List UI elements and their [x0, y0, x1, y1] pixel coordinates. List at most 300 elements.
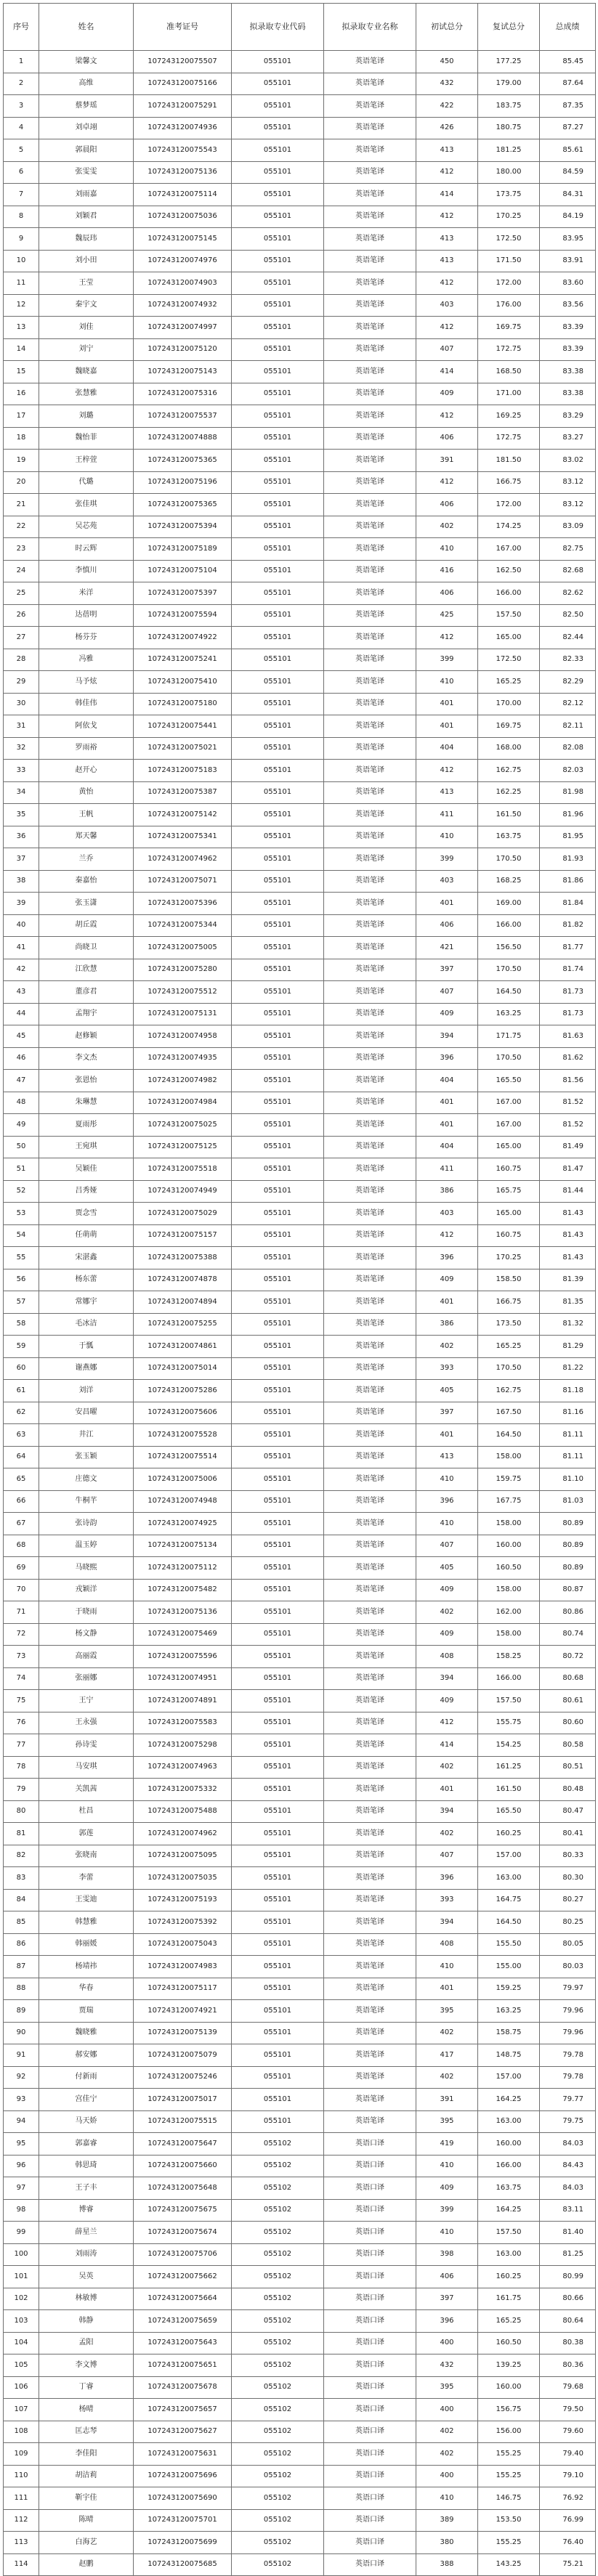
- cell-total-score: 84.03: [540, 2177, 596, 2200]
- cell-major-name: 英语口译: [324, 2288, 416, 2310]
- cell-name: 安昌曜: [39, 1402, 134, 1424]
- table-row: [4, 272, 596, 295]
- cell-total-score: 81.52: [540, 1114, 596, 1137]
- cell-major-code: 055101: [232, 1867, 324, 1890]
- cell-ticket: 107243120075690: [134, 2487, 232, 2510]
- cell-ticket: 107243120075071: [134, 870, 232, 893]
- cell-retest-score: 156.50: [478, 937, 540, 959]
- table-row: [4, 893, 596, 915]
- cell-name: 韩静: [39, 2310, 134, 2333]
- cell-name: 张玉潇: [39, 893, 134, 915]
- cell-seq: 56: [4, 1269, 39, 1291]
- cell-first-score: 410: [416, 2155, 478, 2177]
- cell-total-score: 76.92: [540, 2487, 596, 2510]
- cell-first-score: 400: [416, 2332, 478, 2354]
- cell-seq: 101: [4, 2266, 39, 2288]
- cell-major-code: 055101: [232, 383, 324, 405]
- cell-ticket: 107243120075685: [134, 2553, 232, 2576]
- cell-major-name: 英语笔译: [324, 1601, 416, 1624]
- table-row: [4, 671, 596, 694]
- cell-major-name: 英语口译: [324, 2332, 416, 2354]
- cell-retest-score: 167.75: [478, 1490, 540, 1513]
- cell-major-code: 055101: [232, 1667, 324, 1690]
- cell-ticket: 107243120075394: [134, 516, 232, 538]
- cell-first-score: 404: [416, 737, 478, 760]
- cell-major-name: 英语笔译: [324, 870, 416, 893]
- cell-retest-score: 168.50: [478, 361, 540, 383]
- cell-major-code: 055101: [232, 560, 324, 582]
- cell-ticket: 107243120075675: [134, 2199, 232, 2222]
- cell-name: 张佳琪: [39, 494, 134, 516]
- cell-retest-score: 165.00: [478, 1136, 540, 1158]
- cell-major-code: 055102: [232, 2222, 324, 2244]
- cell-name: 尚晓卫: [39, 937, 134, 959]
- cell-major-name: 英语口译: [324, 2465, 416, 2487]
- cell-retest-score: 180.75: [478, 117, 540, 139]
- cell-ticket: 107243120075157: [134, 1224, 232, 1247]
- cell-total-score: 81.52: [540, 1092, 596, 1114]
- cell-seq: 106: [4, 2376, 39, 2399]
- cell-ticket: 107243120075280: [134, 959, 232, 981]
- cell-name: 孟翔宇: [39, 1003, 134, 1025]
- cell-name: 庄德文: [39, 1468, 134, 1491]
- cell-first-score: 409: [416, 383, 478, 405]
- cell-major-name: 英语笔译: [324, 848, 416, 871]
- cell-total-score: 83.11: [540, 2199, 596, 2222]
- cell-major-code: 055101: [232, 1535, 324, 1557]
- cell-first-score: 393: [416, 1357, 478, 1380]
- cell-first-score: 394: [416, 1025, 478, 1048]
- cell-total-score: 81.77: [540, 937, 596, 959]
- cell-major-code: 055101: [232, 1845, 324, 1867]
- cell-major-code: 055101: [232, 338, 324, 361]
- cell-seq: 35: [4, 804, 39, 826]
- cell-seq: 40: [4, 914, 39, 937]
- cell-first-score: 396: [416, 1490, 478, 1513]
- cell-major-name: 英语笔译: [324, 1690, 416, 1712]
- table-row: [4, 2509, 596, 2532]
- cell-major-code: 055101: [232, 1889, 324, 1911]
- cell-major-name: 英语笔译: [324, 1003, 416, 1025]
- cell-name: 刘璐: [39, 405, 134, 428]
- cell-major-code: 055101: [232, 671, 324, 694]
- cell-first-score: 407: [416, 1845, 478, 1867]
- table-row: [4, 959, 596, 981]
- header-seq: 序号: [4, 4, 39, 51]
- table-row: [4, 2421, 596, 2443]
- cell-retest-score: 155.00: [478, 1956, 540, 1978]
- cell-first-score: 400: [416, 2399, 478, 2421]
- cell-ticket: 107243120075241: [134, 649, 232, 671]
- cell-major-name: 英语笔译: [324, 2044, 416, 2067]
- cell-ticket: 107243120075134: [134, 1535, 232, 1557]
- cell-ticket: 107243120074861: [134, 1336, 232, 1358]
- cell-name: 孙诗雯: [39, 1734, 134, 1757]
- cell-name: 林敏博: [39, 2288, 134, 2310]
- cell-major-name: 英语笔译: [324, 1646, 416, 1668]
- cell-major-name: 英语笔译: [324, 1845, 416, 1867]
- cell-total-score: 81.25: [540, 2243, 596, 2266]
- cell-ticket: 107243120075196: [134, 471, 232, 494]
- cell-first-score: 409: [416, 1623, 478, 1646]
- cell-name: 冯雅: [39, 649, 134, 671]
- cell-major-name: 英语笔译: [324, 1933, 416, 1956]
- cell-major-code: 055101: [232, 450, 324, 472]
- cell-name: 杨东蕾: [39, 1269, 134, 1291]
- cell-ticket: 107243120075035: [134, 1867, 232, 1890]
- cell-retest-score: 163.00: [478, 1867, 540, 1890]
- cell-major-code: 055101: [232, 405, 324, 428]
- cell-major-code: 055101: [232, 471, 324, 494]
- table-row: [4, 2376, 596, 2399]
- cell-retest-score: 169.75: [478, 317, 540, 339]
- cell-first-score: 412: [416, 627, 478, 649]
- cell-seq: 4: [4, 117, 39, 139]
- cell-first-score: 412: [416, 206, 478, 228]
- cell-retest-score: 166.00: [478, 2155, 540, 2177]
- cell-seq: 103: [4, 2310, 39, 2333]
- cell-ticket: 107243120075255: [134, 1313, 232, 1336]
- table-row: [4, 1646, 596, 1668]
- table-row: [4, 1025, 596, 1048]
- cell-seq: 100: [4, 2243, 39, 2266]
- cell-major-name: 英语口译: [324, 2222, 416, 2244]
- cell-major-name: 英语笔译: [324, 250, 416, 272]
- cell-total-score: 80.89: [540, 1513, 596, 1535]
- cell-first-score: 388: [416, 2553, 478, 2576]
- cell-seq: 64: [4, 1446, 39, 1468]
- cell-name: 马晓熙: [39, 1557, 134, 1580]
- cell-name: 达蓓明: [39, 604, 134, 627]
- cell-major-name: 英语笔译: [324, 1203, 416, 1225]
- cell-retest-score: 172.50: [478, 228, 540, 251]
- cell-total-score: 80.51: [540, 1756, 596, 1779]
- cell-retest-score: 164.75: [478, 1889, 540, 1911]
- cell-ticket: 107243120075515: [134, 2110, 232, 2133]
- cell-major-code: 055101: [232, 272, 324, 295]
- cell-seq: 12: [4, 294, 39, 317]
- cell-seq: 50: [4, 1136, 39, 1158]
- cell-major-code: 055101: [232, 1800, 324, 1823]
- cell-ticket: 107243120075136: [134, 1601, 232, 1624]
- cell-seq: 95: [4, 2133, 39, 2156]
- cell-total-score: 79.77: [540, 2089, 596, 2111]
- cell-ticket: 107243120075397: [134, 582, 232, 605]
- cell-name: 魏晓嘉: [39, 361, 134, 383]
- cell-seq: 105: [4, 2354, 39, 2377]
- cell-retest-score: 179.00: [478, 73, 540, 95]
- cell-name: 王梓萱: [39, 450, 134, 472]
- cell-major-code: 055102: [232, 2243, 324, 2266]
- cell-ticket: 107243120075145: [134, 228, 232, 251]
- cell-first-score: 394: [416, 1911, 478, 1934]
- cell-name: 王宁: [39, 1690, 134, 1712]
- cell-first-score: 432: [416, 73, 478, 95]
- cell-name: 杨文静: [39, 1623, 134, 1646]
- cell-total-score: 81.43: [540, 1203, 596, 1225]
- cell-total-score: 80.74: [540, 1623, 596, 1646]
- cell-name: 吴英: [39, 2266, 134, 2288]
- cell-retest-score: 162.75: [478, 760, 540, 782]
- cell-first-score: 410: [416, 538, 478, 561]
- cell-seq: 13: [4, 317, 39, 339]
- cell-first-score: 401: [416, 1978, 478, 2000]
- cell-major-code: 055101: [232, 937, 324, 959]
- cell-first-score: 412: [416, 1224, 478, 1247]
- cell-first-score: 406: [416, 427, 478, 450]
- cell-major-code: 055101: [232, 427, 324, 450]
- cell-major-code: 055101: [232, 981, 324, 1004]
- cell-retest-score: 170.50: [478, 959, 540, 981]
- cell-seq: 65: [4, 1468, 39, 1491]
- cell-total-score: 80.05: [540, 1933, 596, 1956]
- cell-seq: 53: [4, 1203, 39, 1225]
- cell-seq: 55: [4, 1247, 39, 1269]
- cell-first-score: 406: [416, 582, 478, 605]
- cell-seq: 67: [4, 1513, 39, 1535]
- cell-ticket: 107243120075029: [134, 1203, 232, 1225]
- cell-ticket: 107243120075189: [134, 538, 232, 561]
- cell-seq: 34: [4, 781, 39, 804]
- cell-major-name: 英语口译: [324, 2532, 416, 2554]
- cell-major-name: 英语口译: [324, 2399, 416, 2421]
- cell-seq: 88: [4, 1978, 39, 2000]
- cell-total-score: 79.40: [540, 2443, 596, 2466]
- cell-major-code: 055101: [232, 1823, 324, 1845]
- cell-major-name: 英语笔译: [324, 1623, 416, 1646]
- cell-first-score: 413: [416, 250, 478, 272]
- cell-ticket: 107243120075180: [134, 693, 232, 715]
- cell-name: 井江: [39, 1424, 134, 1447]
- cell-total-score: 82.33: [540, 649, 596, 671]
- cell-first-score: 389: [416, 2509, 478, 2532]
- cell-total-score: 81.11: [540, 1424, 596, 1447]
- cell-total-score: 79.78: [540, 2066, 596, 2089]
- table-row: [4, 937, 596, 959]
- cell-name: 谢燕娜: [39, 1357, 134, 1380]
- cell-major-name: 英语笔译: [324, 959, 416, 981]
- cell-first-score: 410: [416, 826, 478, 848]
- cell-major-code: 055102: [232, 2199, 324, 2222]
- cell-major-name: 英语笔译: [324, 1070, 416, 1092]
- cell-major-name: 英语笔译: [324, 1114, 416, 1137]
- table-row: [4, 1756, 596, 1779]
- cell-seq: 70: [4, 1579, 39, 1601]
- cell-retest-score: 163.00: [478, 2243, 540, 2266]
- cell-total-score: 81.35: [540, 1291, 596, 1314]
- cell-retest-score: 156.00: [478, 2421, 540, 2443]
- cell-retest-score: 146.75: [478, 2487, 540, 2510]
- cell-retest-score: 169.25: [478, 405, 540, 428]
- cell-name: 吴芯苑: [39, 516, 134, 538]
- cell-name: 戎颖洋: [39, 1579, 134, 1601]
- cell-first-score: 393: [416, 1889, 478, 1911]
- cell-first-score: 400: [416, 2465, 478, 2487]
- cell-name: 常娜宇: [39, 1291, 134, 1314]
- cell-seq: 18: [4, 427, 39, 450]
- cell-ticket: 107243120075131: [134, 1003, 232, 1025]
- cell-major-code: 055101: [232, 781, 324, 804]
- cell-major-name: 英语笔译: [324, 1513, 416, 1535]
- cell-ticket: 107243120075518: [134, 1158, 232, 1181]
- cell-major-name: 英语笔译: [324, 981, 416, 1004]
- table-row: [4, 139, 596, 162]
- cell-major-name: 英语笔译: [324, 760, 416, 782]
- cell-name: 宫佳宁: [39, 2089, 134, 2111]
- cell-total-score: 83.27: [540, 427, 596, 450]
- cell-name: 刘颖君: [39, 206, 134, 228]
- cell-total-score: 80.25: [540, 1911, 596, 1934]
- cell-retest-score: 159.75: [478, 1468, 540, 1491]
- cell-first-score: 406: [416, 2266, 478, 2288]
- cell-major-code: 055101: [232, 1247, 324, 1269]
- cell-major-code: 055101: [232, 1180, 324, 1203]
- cell-first-score: 394: [416, 1800, 478, 1823]
- cell-seq: 43: [4, 981, 39, 1004]
- table-row: [4, 228, 596, 251]
- cell-total-score: 84.19: [540, 206, 596, 228]
- cell-seq: 61: [4, 1380, 39, 1402]
- cell-major-code: 055101: [232, 1490, 324, 1513]
- cell-major-code: 055101: [232, 715, 324, 738]
- cell-seq: 23: [4, 538, 39, 561]
- cell-ticket: 107243120075674: [134, 2222, 232, 2244]
- cell-major-name: 英语笔译: [324, 117, 416, 139]
- table-row: [4, 383, 596, 405]
- cell-major-name: 英语笔译: [324, 1446, 416, 1468]
- cell-major-name: 英语笔译: [324, 582, 416, 605]
- cell-retest-score: 166.75: [478, 1291, 540, 1314]
- cell-major-name: 英语笔译: [324, 804, 416, 826]
- cell-retest-score: 169.00: [478, 893, 540, 915]
- cell-retest-score: 160.25: [478, 1823, 540, 1845]
- cell-major-name: 英语口译: [324, 2443, 416, 2466]
- cell-total-score: 83.12: [540, 471, 596, 494]
- cell-major-name: 英语笔译: [324, 272, 416, 295]
- cell-major-code: 055101: [232, 73, 324, 95]
- cell-retest-score: 154.25: [478, 1734, 540, 1757]
- cell-major-name: 英语笔译: [324, 317, 416, 339]
- cell-total-score: 81.73: [540, 981, 596, 1004]
- table-row: [4, 1889, 596, 1911]
- cell-first-score: 401: [416, 1291, 478, 1314]
- cell-seq: 47: [4, 1070, 39, 1092]
- cell-total-score: 82.44: [540, 627, 596, 649]
- cell-seq: 7: [4, 184, 39, 206]
- cell-first-score: 432: [416, 2354, 478, 2377]
- table-row: [4, 1313, 596, 1336]
- cell-total-score: 87.35: [540, 95, 596, 118]
- cell-major-name: 英语笔译: [324, 1047, 416, 1070]
- header-total-score: 总成绩: [540, 4, 596, 51]
- cell-major-code: 055101: [232, 1313, 324, 1336]
- cell-major-name: 英语笔译: [324, 1889, 416, 1911]
- cell-major-name: 英语口译: [324, 2376, 416, 2399]
- cell-total-score: 83.29: [540, 405, 596, 428]
- cell-name: 吴颖佳: [39, 1158, 134, 1181]
- cell-major-name: 英语笔译: [324, 627, 416, 649]
- table-row: [4, 693, 596, 715]
- cell-name: 高维: [39, 73, 134, 95]
- cell-seq: 14: [4, 338, 39, 361]
- cell-total-score: 80.66: [540, 2288, 596, 2310]
- cell-name: 张诗韵: [39, 1513, 134, 1535]
- cell-total-score: 83.38: [540, 383, 596, 405]
- cell-major-name: 英语笔译: [324, 649, 416, 671]
- table-row: [4, 2532, 596, 2554]
- cell-name: 王雯迪: [39, 1889, 134, 1911]
- cell-major-name: 英语笔译: [324, 206, 416, 228]
- cell-retest-score: 163.25: [478, 1003, 540, 1025]
- table-row: [4, 2332, 596, 2354]
- cell-ticket: 107243120075246: [134, 2066, 232, 2089]
- cell-ticket: 107243120075664: [134, 2288, 232, 2310]
- cell-first-score: 398: [416, 2243, 478, 2266]
- cell-ticket: 107243120074963: [134, 1756, 232, 1779]
- table-row: [4, 516, 596, 538]
- cell-first-score: 419: [416, 2133, 478, 2156]
- cell-major-code: 055101: [232, 2044, 324, 2067]
- cell-retest-score: 153.50: [478, 2509, 540, 2532]
- cell-first-score: 399: [416, 2199, 478, 2222]
- cell-seq: 72: [4, 1623, 39, 1646]
- cell-major-code: 055101: [232, 1446, 324, 1468]
- cell-major-name: 英语口译: [324, 2266, 416, 2288]
- cell-total-score: 76.99: [540, 2509, 596, 2532]
- cell-seq: 81: [4, 1823, 39, 1845]
- table-row: [4, 294, 596, 317]
- cell-seq: 80: [4, 1800, 39, 1823]
- cell-retest-score: 155.50: [478, 1933, 540, 1956]
- cell-name: 张丽娜: [39, 1667, 134, 1690]
- cell-first-score: 412: [416, 760, 478, 782]
- cell-major-code: 055101: [232, 1468, 324, 1491]
- cell-first-score: 411: [416, 804, 478, 826]
- cell-name: 毛冰洁: [39, 1313, 134, 1336]
- cell-first-score: 401: [416, 1779, 478, 1801]
- cell-major-code: 055101: [232, 627, 324, 649]
- cell-name: 胡洁莉: [39, 2465, 134, 2487]
- cell-name: 匡志琴: [39, 2421, 134, 2443]
- cell-seq: 69: [4, 1557, 39, 1580]
- cell-seq: 87: [4, 1956, 39, 1978]
- cell-ticket: 107243120074891: [134, 1690, 232, 1712]
- cell-seq: 93: [4, 2089, 39, 2111]
- cell-major-code: 055101: [232, 51, 324, 73]
- table-row: [4, 1490, 596, 1513]
- cell-first-score: 401: [416, 1092, 478, 1114]
- cell-total-score: 84.31: [540, 184, 596, 206]
- cell-name: 韩佳伟: [39, 693, 134, 715]
- cell-total-score: 79.97: [540, 1978, 596, 2000]
- cell-total-score: 80.41: [540, 1823, 596, 1845]
- cell-retest-score: 165.00: [478, 627, 540, 649]
- cell-seq: 84: [4, 1889, 39, 1911]
- cell-retest-score: 158.00: [478, 1446, 540, 1468]
- cell-ticket: 107243120075396: [134, 893, 232, 915]
- cell-retest-score: 172.75: [478, 427, 540, 450]
- cell-first-score: 407: [416, 1535, 478, 1557]
- cell-retest-score: 160.00: [478, 2376, 540, 2399]
- cell-major-code: 055101: [232, 848, 324, 871]
- cell-major-name: 英语笔译: [324, 338, 416, 361]
- score-sheet: [3, 3, 596, 2576]
- cell-major-name: 英语笔译: [324, 361, 416, 383]
- cell-seq: 15: [4, 361, 39, 383]
- cell-total-score: 81.49: [540, 1136, 596, 1158]
- cell-retest-score: 161.50: [478, 1779, 540, 1801]
- cell-major-code: 055101: [232, 1092, 324, 1114]
